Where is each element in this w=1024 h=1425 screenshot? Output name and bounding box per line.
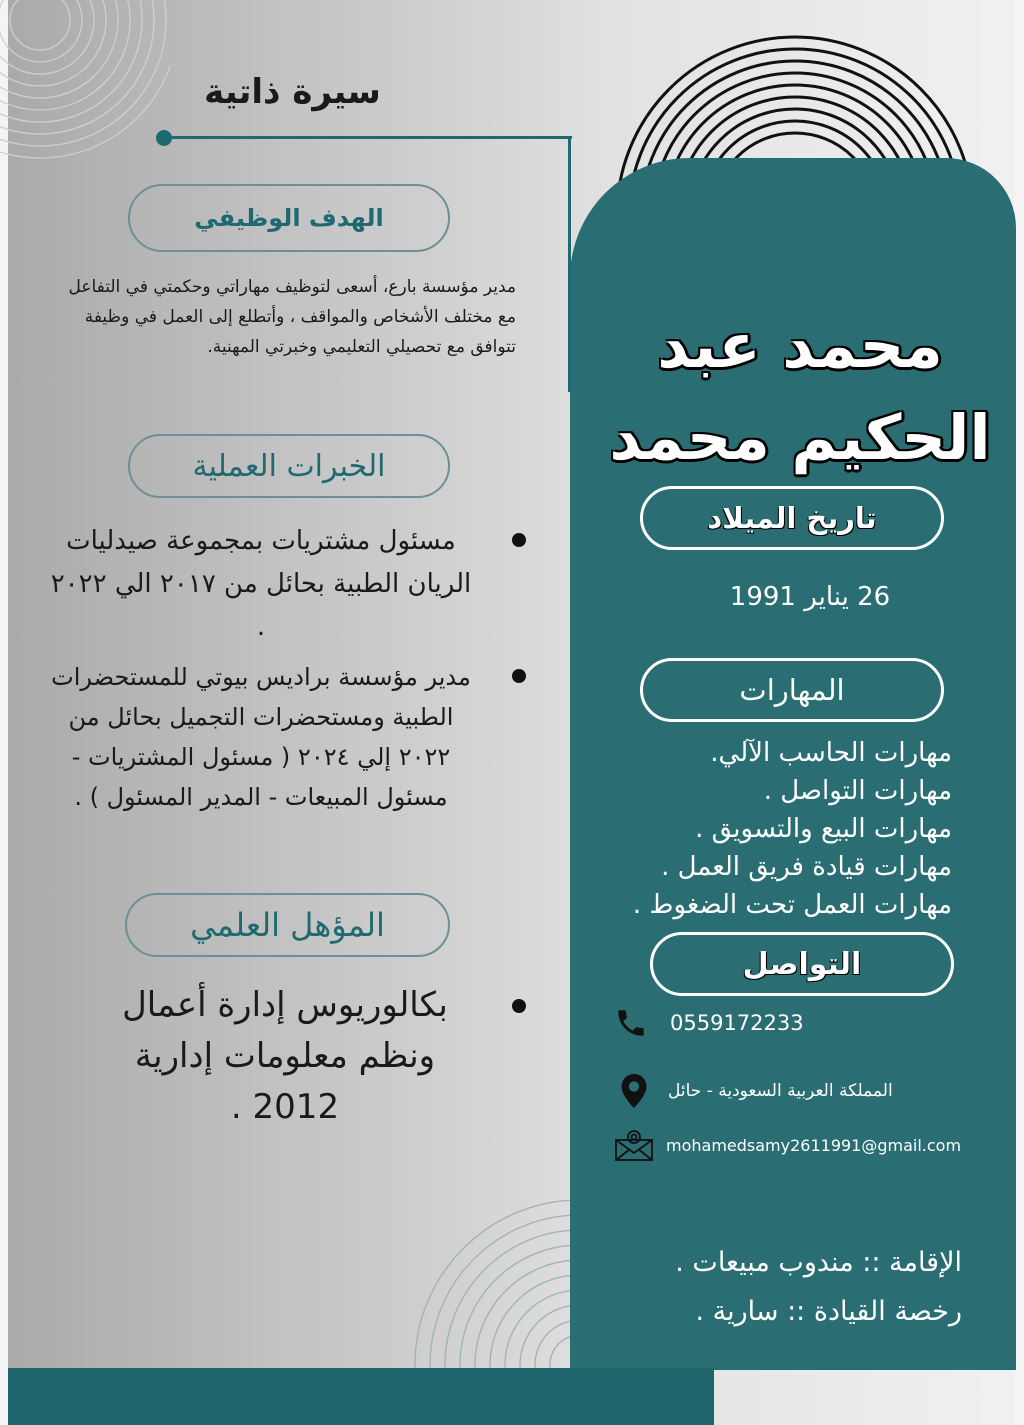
skill-item: مهارات الحاسب الآلي. (710, 738, 952, 768)
objective-heading: الهدف الوظيفي (128, 184, 450, 252)
residence-text: الإقامة :: مندوب مبيعات . (675, 1247, 962, 1278)
email-icon (614, 1128, 654, 1162)
list-item (98, 980, 532, 1133)
dob-heading: تاريخ الميلاد (640, 486, 944, 550)
experience-item-text: مدير مؤسسة براديس بيوتي للمستحضرات الطبية ومستحضرات التجميل بحائل من ٢٠٢٢ إلي ٢٠٢٤ ( مسئول المشتريات - مسئول المبيعات - المدير المسئول ) . (51, 663, 471, 811)
connector-line-vertical (568, 136, 571, 392)
license-text: رخصة القيادة :: سارية . (695, 1296, 962, 1327)
extra-info (600, 1238, 962, 1336)
decorative-circles-bottom (405, 1175, 575, 1375)
skills-list (560, 734, 952, 924)
skill-item: مهارات البيع والتسويق . (695, 814, 952, 844)
education-heading: المؤهل العلمي (125, 893, 450, 957)
contact-heading: التواصل (650, 932, 954, 996)
location-pin-icon (620, 1074, 648, 1108)
list-item (48, 657, 532, 817)
left-margin (0, 0, 8, 1425)
list-item (48, 520, 532, 649)
bullet-icon (512, 533, 526, 547)
connector-line-horizontal (164, 136, 572, 139)
skills-heading: المهارات (640, 658, 944, 722)
phone-number[interactable]: 0559172233 (670, 1011, 804, 1035)
skill-item: مهارات التواصل . (763, 776, 952, 806)
experience-list (48, 520, 532, 817)
education-list (98, 980, 532, 1133)
experience-heading: الخبرات العملية (128, 434, 450, 498)
contact-location-row (620, 1074, 893, 1108)
email-address[interactable]: mohamedsamy2611991@gmail.com (666, 1135, 962, 1155)
person-name: محمد عبد الحكيم محمد (609, 309, 991, 474)
contact-phone-row (614, 1006, 804, 1040)
objective-text: مدير مؤسسة بارع، أسعى لتوظيف مهاراتي وحكمتي في التفاعل مع مختلف الأشخاص والمواقف ، وأتطلع إلى العمل في وظيفة تتوافق مع تحصيلي التعليمي وخبرتي المهنية. (68, 277, 516, 357)
location-text: المملكة العربية السعودية - حائل (668, 1081, 893, 1101)
experience-item-text: مسئول مشتريات بمجموعة صيدليات الريان الطبية بحائل من ٢٠١٧ الي ٢٠٢٢ . (50, 526, 472, 642)
contact-email-row (614, 1128, 961, 1162)
skill-item: مهارات قيادة فريق العمل . (661, 852, 952, 882)
bullet-icon (512, 999, 526, 1013)
decorative-circles-top-left (0, 0, 170, 170)
skill-item: مهارات العمل تحت الضغوط . (632, 890, 952, 920)
education-item-text: بكالوريوس إدارة أعمال ونظم معلومات إدارية 2012 . (122, 985, 448, 1127)
page-title: سيرة ذاتية (204, 72, 381, 112)
dob-value: 26 يناير 1991 (729, 582, 891, 612)
phone-icon (614, 1006, 648, 1040)
bottom-bar (8, 1368, 714, 1425)
bullet-icon (512, 669, 526, 683)
